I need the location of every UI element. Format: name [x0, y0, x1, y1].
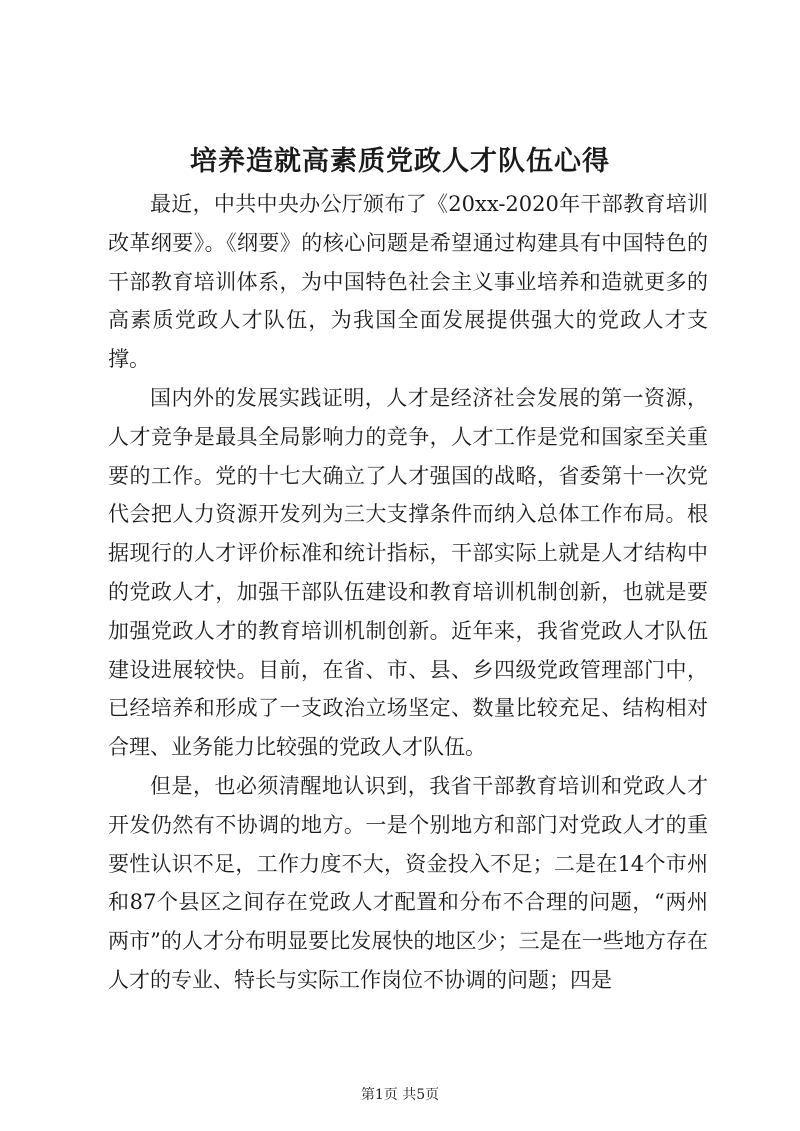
document-title: 培养造就高素质党政人才队伍心得: [190, 146, 610, 177]
page-footer: 第1页 共5页: [360, 1087, 440, 1103]
paragraph-2: 国内外的发展实践证明，人才是经济社会发展的第一资源，人才竞争是最具全局影响力的竞争，人才工作是党和国家至关重要的工作。党的十七大确立了人才强国的战略，省委第十一次党代会把人力资源开发列为三大支撑条件而纳入总体工作布局。根据现行的人才评价标准和统计指标，干部实际上就是人才结构中的党政人才，加强干部队伍建设和教育培训机制创新，也就是要加强党政人才的教育培训机制创新。近年来，我省党政人才队伍建设进展较快。目前，在省、市、县、乡四级党政管理部门中，已经培养和形成了一支政治立场坚定、数量比较充足、结构相对合理、业务能力比较强的党政人才队伍。: [108, 385, 708, 760]
document-body: [108, 185, 708, 1000]
paragraph-3: 但是，也必须清醒地认识到，我省干部教育培训和党政人才开发仍然有不协调的地方。一是个别地方和部门对党政人才的重要性认识不足，工作力度不大，资金投入不足；二是在14个市州和87个县区之间存在党政人才配置和分布不合理的问题，“两州两市”的人才分布明显要比发展快的地区少；三是在一些地方存在人才的专业、特长与实际工作岗位不协调的问题；四是: [108, 773, 708, 992]
paragraph-1: 最近，中共中央办公厅颁布了《20xx-2020年干部教育培训改革纲要》。《纲要》的核心问题是希望通过构建具有中国特色的干部教育培训体系，为中国特色社会主义事业培养和造就更多的高素质党政人才队伍，为我国全面发展提供强大的党政人才支撑。: [108, 192, 708, 372]
